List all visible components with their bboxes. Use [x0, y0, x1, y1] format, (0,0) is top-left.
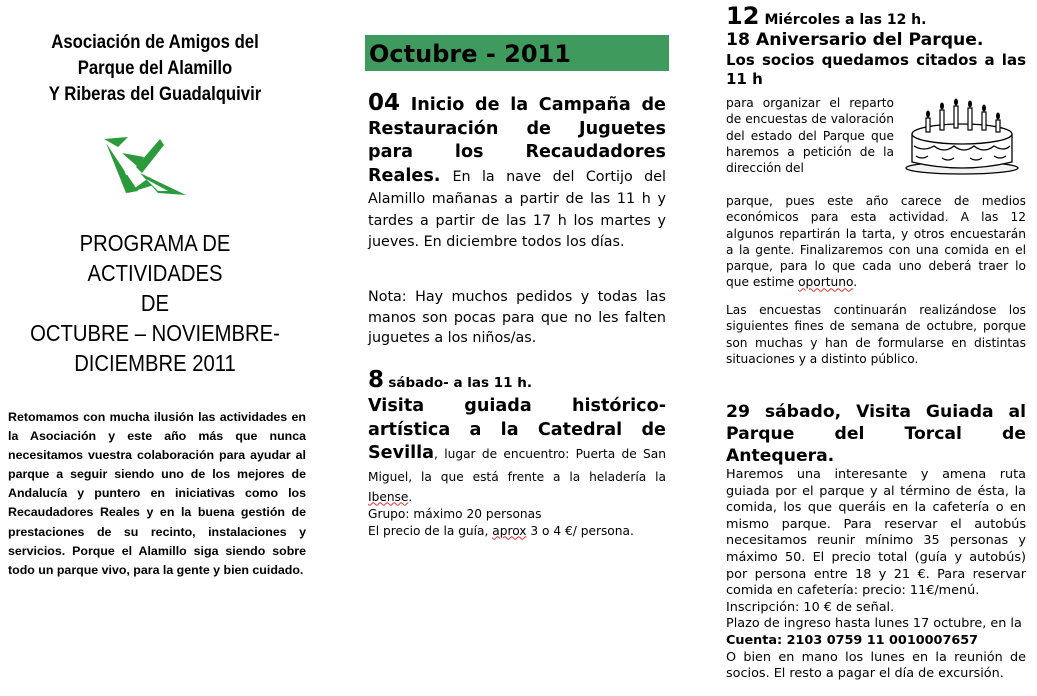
event-day: 12 [726, 2, 760, 30]
event-description-cont: parque, pues este año carece de medios económicos para esta actividad. A las 12 algunos repartirán la tarta, y otros encuestarán a la gente. Finalizaremos con una comida en el parque, para lo que cada uno deberá traer lo que estime oportuno. [726, 194, 1026, 290]
event-date-line [726, 2, 1026, 30]
event-title: 29 sábado, Visita Guiada al Parque del Torcal de Antequera. [726, 402, 1026, 466]
program-line: DICIEMBRE 2011 [74, 350, 236, 376]
event-deadline: Plazo de ingreso hasta lunes 17 octubre, en la Cuenta: 2103 0759 11 0010007657 [726, 616, 1022, 648]
event-place: , lugar de encuentro: Puerta de San Miguel, la que está frente a la heladería la Ibense. [368, 447, 666, 504]
birthday-cake-icon [902, 96, 1022, 176]
event-title: Visita guiada histórico-artística a la Catedral de Sevilla [368, 396, 666, 463]
association-line: Asociación de Amigos del [51, 32, 259, 53]
event-8 [368, 368, 666, 540]
event-group: Grupo: máximo 20 personas [368, 506, 542, 521]
association-logo-icon [98, 133, 190, 199]
program-line: OCTUBRE – NOVIEMBRE- [30, 320, 280, 346]
program-line: DE [140, 290, 170, 316]
bank-account: Cuenta: 2103 0759 11 0010007657 [726, 632, 979, 648]
event-description: En la nave del Cortijo del Alamillo mañanas a partir de las 11 h y tardes a partir de las 17 h los martes y jueves. En diciembre todos los días. [368, 168, 666, 250]
event-when: sábado- a las 11 h. [388, 375, 532, 391]
association-line: Parque del Alamillo [77, 58, 233, 79]
event-when: Miércoles a las 12 h. [764, 12, 927, 28]
event-04 [368, 92, 666, 253]
event-subtitle: Los socios quedamos citados a las 11 h [726, 51, 1026, 88]
event-payment-note: O bien en mano los lunes en la reunión de socios. El resto a pagar el día de excursión. [726, 649, 1026, 682]
month-heading: Octubre - 2011 [365, 35, 669, 71]
event-29 [726, 401, 1026, 683]
event-title-text: Inicio de la Campaña de Restauración de Juguetes para los Recaudadores Reales. [368, 95, 666, 186]
program-line: PROGRAMA DE [79, 230, 231, 256]
event-title: 18 Aniversario del Parque. [726, 30, 984, 50]
event-date-line [368, 368, 666, 395]
association-line: Y Riberas del Guadalquivir [48, 84, 262, 105]
event-inscription: Inscripción: 10 € de señal. [726, 599, 895, 615]
event-description: para organizar el reparto de encuestas de valoración del estado del Parque que haremos a petición de la dirección del [726, 96, 894, 176]
event-price: El precio de la guía, aprox 3 o 4 €/ persona. [368, 523, 634, 538]
event-day: 8 [368, 367, 385, 393]
event-12 [726, 2, 1026, 89]
program-title [19, 228, 292, 378]
event-note: Nota: Hay muchos pedidos y todas las manos son pocas para que no les falten juguetes a los niños/as. [368, 289, 666, 346]
event-description: Haremos una interesante y amena ruta guiada por el parque y al término de ésta, la comida, los que queráis en la cafetería o en mismo parque. Para reservar el autobús necesitamos reunir mínimo 35 personas y máximo 50. El precio total (guía y autobús) por persona entre 18 y 21 €. Para reservar comida en cafetería: precio: 11€/menú. [726, 467, 1026, 599]
program-line: ACTIVIDADES [87, 260, 223, 286]
event-day: 04 [368, 90, 401, 116]
association-name [19, 30, 292, 108]
event-followup: Las encuestas continuarán realizándose los siguientes fines de semana de octubre, porque son muchas y han de formularse en distintas situaciones y a distinto público. [726, 303, 1026, 366]
intro-paragraph: Retomamos con mucha ilusión las actividades en la Asociación y este año más que nunca necesitamos vuestra colaboración para ayudar al parque a seguir siendo uno de los mejores de Andalucía y puntero en iniciativas como los Recaudadores Reales y en la buena gestión de prestaciones de su recinto, instalaciones y servicios. Porque el Alamillo siga siendo sobre todo un parque vivo, para la gente y bien cuidado. [8, 410, 306, 577]
